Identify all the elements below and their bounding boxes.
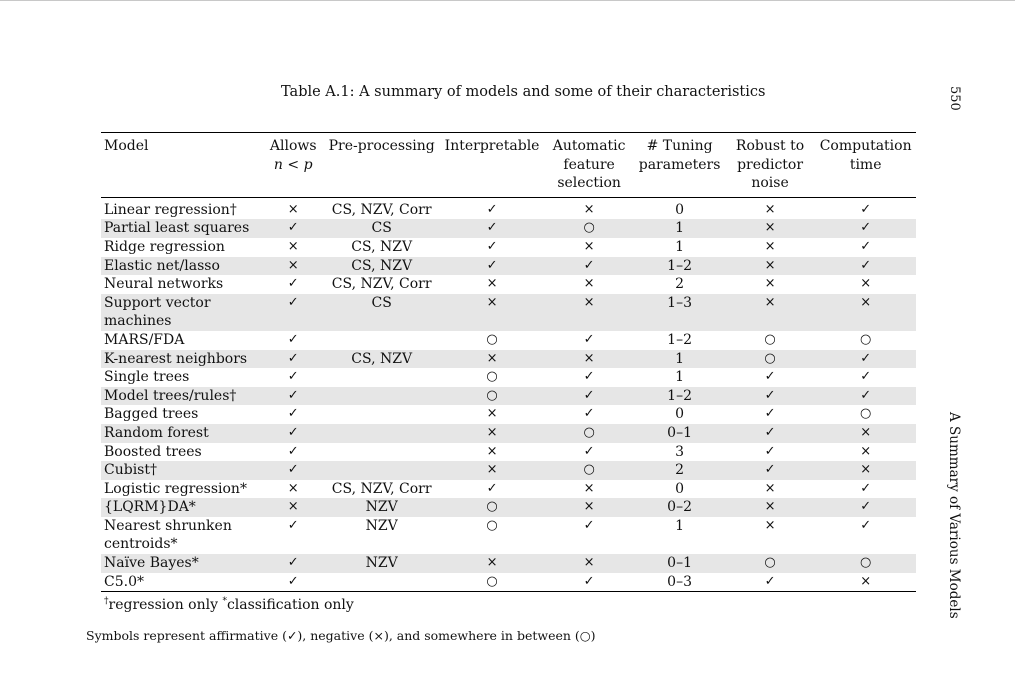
cell-robust-noise: ×: [764, 276, 776, 292]
cell-tuning-parameters: 0–3: [667, 573, 692, 590]
cell-interpretable: ×: [440, 461, 544, 480]
cell-robust-noise: ×: [764, 480, 776, 496]
table-row: [101, 554, 916, 573]
cell-interpretable: ×: [486, 276, 498, 292]
cell-allows-n-lt-p: ×: [263, 257, 323, 276]
col-header-tuning-parameters: # Tuning parameters: [638, 138, 721, 173]
cell-automatic-feature-selection: ✓: [544, 387, 634, 406]
cell-tuning-parameters: 1: [675, 238, 685, 255]
cell-preprocessing: CS: [323, 294, 440, 331]
table-row: [101, 424, 916, 443]
cell-tuning-parameters: 2: [675, 276, 685, 293]
table-footnote: †regression only *classification only: [104, 596, 354, 613]
cell-allows-n-lt-p: ✓: [287, 369, 299, 385]
cell-model: Logistic regression*: [104, 480, 247, 497]
cell-allows-n-lt-p: ✓: [287, 573, 299, 589]
cell-model: Partial least squares: [101, 219, 263, 238]
cell-automatic-feature-selection: ✓: [583, 406, 595, 422]
cell-model: K-nearest neighbors: [101, 350, 263, 369]
cell-robust-noise: ○: [764, 331, 776, 347]
cell-robust-noise: ×: [764, 238, 776, 254]
table-row: [101, 387, 916, 406]
cell-preprocessing: NZV: [323, 498, 440, 517]
cell-allows-n-lt-p: ✓: [263, 219, 323, 238]
cell-automatic-feature-selection: ✓: [583, 517, 595, 533]
col-header-automatic-feature-selection: Automatic feature selection: [552, 138, 626, 192]
cell-computation-time: ×: [860, 276, 872, 292]
cell-interpretable: ○: [486, 331, 498, 347]
cell-interpretable: ×: [440, 554, 544, 573]
cell-allows-n-lt-p: ×: [287, 480, 299, 496]
cell-model: Model trees/rules†: [101, 387, 263, 406]
cell-automatic-feature-selection: ○: [544, 461, 634, 480]
cell-allows-n-lt-p: ✓: [287, 517, 299, 533]
cell-computation-time: ○: [815, 554, 916, 573]
table-row: [101, 573, 916, 592]
cell-interpretable: ✓: [440, 219, 544, 238]
cell-tuning-parameters: 1: [634, 350, 724, 369]
cell-automatic-feature-selection: ✓: [583, 331, 595, 347]
symbol-legend: Symbols represent affirmative (✓), negative (×), and somewhere in between (○): [86, 628, 596, 643]
cell-allows-n-lt-p: ✓: [263, 387, 323, 406]
cell-preprocessing: NZV: [323, 554, 440, 573]
table-row: [101, 275, 916, 294]
cell-interpretable: ✓: [486, 201, 498, 217]
col-header-allows: Allows n < p: [269, 138, 317, 173]
cell-preprocessing: CS, NZV: [323, 257, 440, 276]
cell-allows-n-lt-p: ✓: [287, 443, 299, 459]
table-row: [101, 350, 916, 369]
header-row: [101, 133, 916, 198]
table-row: [101, 257, 916, 276]
cell-automatic-feature-selection: ○: [544, 219, 634, 238]
cell-model: Bagged trees: [104, 406, 199, 423]
cell-allows-n-lt-p: ×: [263, 498, 323, 517]
cell-preprocessing: [323, 443, 440, 462]
cell-interpretable: ✓: [486, 238, 498, 254]
cell-computation-time: ×: [815, 424, 916, 443]
cell-model: MARS/FDA: [104, 331, 185, 348]
cell-interpretable: ×: [486, 443, 498, 459]
cell-tuning-parameters: 3: [675, 443, 685, 460]
cell-computation-time: ✓: [815, 498, 916, 517]
cell-tuning-parameters: 1: [675, 517, 685, 534]
cell-tuning-parameters: 1–2: [634, 257, 724, 276]
cell-computation-time: ✓: [860, 517, 872, 533]
cell-allows-n-lt-p: ×: [287, 238, 299, 254]
cell-preprocessing: CS, NZV: [351, 238, 413, 255]
col-header-computation-time: Computation time: [819, 138, 912, 173]
col-header-model: Model: [104, 138, 149, 154]
cell-interpretable: ○: [486, 517, 498, 533]
cell-robust-noise: ×: [725, 219, 815, 238]
cell-allows-n-lt-p: ✓: [263, 294, 323, 331]
table-row: [101, 517, 916, 554]
cell-preprocessing: CS, NZV, Corr: [331, 201, 432, 218]
models-table: [101, 132, 916, 592]
cell-robust-noise: ×: [725, 498, 815, 517]
cell-preprocessing: [323, 387, 440, 406]
cell-robust-noise: ✓: [764, 369, 776, 385]
cell-computation-time: ✓: [860, 369, 872, 385]
cell-automatic-feature-selection: ×: [544, 498, 634, 517]
cell-automatic-feature-selection: ✓: [544, 257, 634, 276]
cell-computation-time: ✓: [815, 219, 916, 238]
table-caption: Table A.1: A summary of models and some of their characteristics: [281, 84, 766, 100]
cell-model: Cubist†: [101, 461, 263, 480]
cell-robust-noise: ×: [725, 294, 815, 331]
cell-allows-n-lt-p: ×: [287, 201, 299, 217]
cell-model: {LQRM}DA*: [101, 498, 263, 517]
cell-allows-n-lt-p: ✓: [263, 461, 323, 480]
cell-allows-n-lt-p: ✓: [287, 331, 299, 347]
cell-robust-noise: ✓: [764, 443, 776, 459]
cell-computation-time: ×: [860, 443, 872, 459]
cell-computation-time: ×: [815, 461, 916, 480]
cell-model: Support vector machines: [101, 294, 263, 331]
table-row: [101, 238, 916, 257]
table-row: [101, 368, 916, 387]
cell-model: Linear regression†: [104, 201, 237, 218]
cell-interpretable: ×: [440, 424, 544, 443]
cell-allows-n-lt-p: ✓: [287, 276, 299, 292]
cell-automatic-feature-selection: ×: [583, 238, 595, 254]
cell-tuning-parameters: 1–2: [634, 387, 724, 406]
cell-tuning-parameters: 0: [675, 406, 685, 423]
cell-preprocessing: [323, 405, 440, 424]
cell-computation-time: ✓: [860, 480, 872, 496]
cell-tuning-parameters: 1–3: [634, 294, 724, 331]
cell-robust-noise: ×: [764, 517, 776, 533]
cell-model: Naïve Bayes*: [101, 554, 263, 573]
cell-computation-time: ×: [815, 294, 916, 331]
cell-robust-noise: ×: [725, 257, 815, 276]
cell-automatic-feature-selection: ✓: [583, 573, 595, 589]
cell-robust-noise: ✓: [725, 424, 815, 443]
cell-preprocessing: CS: [323, 219, 440, 238]
cell-tuning-parameters: 0–1: [634, 424, 724, 443]
cell-tuning-parameters: 0: [675, 480, 685, 497]
cell-automatic-feature-selection: ✓: [583, 443, 595, 459]
cell-tuning-parameters: 1–2: [667, 331, 692, 348]
table-row: [101, 443, 916, 462]
cell-automatic-feature-selection: ✓: [583, 369, 595, 385]
cell-interpretable: ×: [440, 294, 544, 331]
cell-preprocessing: CS, NZV, Corr: [331, 276, 432, 293]
cell-robust-noise: ✓: [725, 461, 815, 480]
table-row: [101, 219, 916, 238]
cell-preprocessing: [323, 461, 440, 480]
cell-robust-noise: ○: [725, 350, 815, 369]
cell-allows-n-lt-p: ✓: [287, 406, 299, 422]
cell-preprocessing: [323, 331, 440, 350]
cell-automatic-feature-selection: ×: [544, 294, 634, 331]
cell-computation-time: ✓: [860, 201, 872, 217]
table-row: [101, 331, 916, 350]
cell-allows-n-lt-p: ✓: [263, 350, 323, 369]
cell-automatic-feature-selection: ○: [544, 424, 634, 443]
cell-automatic-feature-selection: ×: [583, 276, 595, 292]
cell-preprocessing: [323, 573, 440, 592]
cell-interpretable: ×: [486, 406, 498, 422]
cell-model: Elastic net/lasso: [101, 257, 263, 276]
cell-computation-time: ✓: [815, 257, 916, 276]
cell-computation-time: ✓: [815, 387, 916, 406]
table-row: [101, 461, 916, 480]
cell-computation-time: ○: [859, 331, 872, 347]
cell-computation-time: ✓: [860, 238, 872, 254]
running-header: A Summary of Various Models: [946, 412, 962, 619]
cell-model: Nearest shrunken centroids*: [104, 517, 232, 553]
cell-tuning-parameters: 1: [634, 219, 724, 238]
cell-robust-noise: ×: [764, 201, 776, 217]
cell-robust-noise: ✓: [764, 573, 776, 589]
top-rule: [0, 0, 1015, 1]
cell-preprocessing: CS, NZV, Corr: [331, 480, 432, 497]
cell-tuning-parameters: 0: [675, 201, 685, 218]
cell-automatic-feature-selection: ×: [583, 201, 595, 217]
cell-interpretable: ○: [440, 387, 544, 406]
cell-tuning-parameters: 1: [675, 369, 685, 386]
cell-model: Neural networks: [104, 276, 224, 293]
cell-robust-noise: ○: [725, 554, 815, 573]
table-row: [101, 498, 916, 517]
cell-automatic-feature-selection: ×: [583, 480, 595, 496]
cell-tuning-parameters: 0–2: [634, 498, 724, 517]
cell-interpretable: ○: [486, 369, 498, 385]
table-row: [101, 294, 916, 331]
cell-model: Boosted trees: [104, 443, 202, 460]
cell-computation-time: ✓: [815, 350, 916, 369]
cell-preprocessing: CS, NZV: [323, 350, 440, 369]
cell-model: Random forest: [101, 424, 263, 443]
cell-automatic-feature-selection: ×: [544, 554, 634, 573]
table-row: [101, 197, 916, 219]
cell-automatic-feature-selection: ×: [544, 350, 634, 369]
cell-interpretable: ○: [486, 573, 498, 589]
cell-robust-noise: ✓: [725, 387, 815, 406]
col-header-preprocessing: Pre-processing: [328, 138, 435, 154]
page-number: 550: [947, 86, 962, 111]
cell-tuning-parameters: 0–1: [634, 554, 724, 573]
cell-model: Ridge regression: [104, 238, 225, 255]
cell-preprocessing: [323, 424, 440, 443]
col-header-interpretable: Interpretable: [444, 138, 540, 154]
cell-allows-n-lt-p: ✓: [263, 554, 323, 573]
cell-interpretable: ✓: [486, 480, 498, 496]
cell-computation-time: ×: [860, 573, 872, 589]
cell-interpretable: ✓: [440, 257, 544, 276]
table-row: [101, 405, 916, 424]
col-header-robust-noise: Robust to predictor noise: [735, 138, 805, 192]
cell-interpretable: ×: [440, 350, 544, 369]
cell-model: C5.0*: [104, 573, 144, 590]
cell-computation-time: ○: [859, 406, 872, 422]
cell-allows-n-lt-p: ✓: [263, 424, 323, 443]
cell-interpretable: ○: [440, 498, 544, 517]
cell-preprocessing: [323, 368, 440, 387]
cell-model: Single trees: [104, 369, 190, 386]
table-row: [101, 480, 916, 499]
cell-tuning-parameters: 2: [634, 461, 724, 480]
cell-preprocessing: NZV: [365, 517, 398, 534]
cell-robust-noise: ✓: [764, 406, 776, 422]
